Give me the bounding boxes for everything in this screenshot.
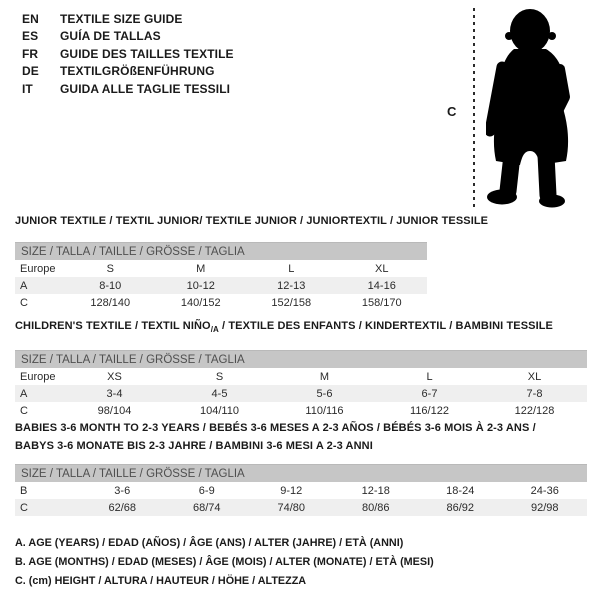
table-row — [15, 260, 427, 277]
language-code: FR — [22, 46, 39, 61]
table-cell: 68/74 — [192, 501, 221, 514]
table-cell: 158/170 — [361, 296, 402, 309]
language-row-es — [22, 28, 234, 45]
table-cell: 10-12 — [186, 279, 215, 292]
language-code: ES — [22, 29, 39, 44]
table-cell: 116/122 — [410, 404, 449, 417]
table-cell: 128/140 — [90, 296, 131, 309]
table-cell: 62/68 — [108, 501, 137, 514]
section-title: JUNIOR TEXTILE / TEXTIL JUNIOR/ TEXTILE JUNIOR / JUNIORTEXTIL / JUNIOR TESSILE — [15, 215, 489, 227]
junior-textile-section — [15, 214, 488, 311]
section-title-line2: BABYS 3-6 MONATE BIS 2-3 JAHRE / BAMBINI 3-6 MESI A 2-3 ANNI — [15, 440, 373, 453]
language-code: IT — [22, 81, 33, 96]
table-cell: XL — [527, 370, 542, 383]
section-title: CHILDREN'S TEXTILE / TEXTIL $NIÑO_{/A}$ / TEXTILE DES ENFANTS / KINDERTEXTIL / BAMBINI TESSILE — [15, 320, 553, 335]
table-cell: 18-24 — [446, 484, 475, 497]
section-title: BABIES 3-6 MONTH TO 2-3 YEARS / BEBÉS 3-6 MESES A 2-3 AÑOS / BÉBÉS 3-6 MOIS À 2-3 ANS / — [15, 422, 536, 434]
size-header-bar: SIZE / TALLA / TAILLE / GRÖSSE / TAGLIA — [15, 350, 587, 368]
table-cell: 122/128 — [514, 404, 555, 417]
table-cell: 3-6 — [114, 484, 131, 497]
language-code: EN — [22, 12, 39, 26]
table-cell: 110/116 — [305, 404, 344, 417]
row-label: C — [20, 404, 28, 417]
table-cell: 14-16 — [367, 279, 396, 292]
size-header-bar: SIZE / TALLA / TAILLE / GRÖSSE / TAGLIA — [15, 242, 427, 260]
row-label: Europe — [20, 262, 56, 275]
table-row — [15, 277, 427, 294]
height-dotted-line — [473, 8, 475, 208]
table-cell: M — [319, 370, 330, 383]
junior-table — [15, 260, 488, 311]
table-cell: M — [196, 262, 206, 275]
language-code: DE — [22, 64, 39, 79]
table-cell: 6-7 — [421, 387, 438, 400]
row-label: C — [20, 501, 28, 514]
row-label: B — [20, 484, 28, 497]
language-row-en — [22, 11, 234, 28]
table-cell: 74/80 — [277, 501, 306, 514]
table-cell: 5-6 — [316, 387, 333, 400]
language-row-it — [22, 81, 234, 98]
babies-table — [15, 482, 587, 516]
table-row — [15, 294, 427, 311]
language-title: TEXTILGRÖßENFÜHRUNG — [60, 64, 215, 79]
babies-textile-section — [15, 421, 587, 516]
height-measure-label: C — [447, 104, 457, 119]
table-cell: 152/158 — [271, 296, 312, 309]
table-cell: L — [426, 370, 433, 383]
table-cell: 8-10 — [99, 279, 122, 292]
footnote-legend — [15, 534, 434, 592]
children-table — [15, 368, 587, 419]
language-row-de — [22, 63, 234, 80]
row-label: Europe — [20, 370, 56, 383]
language-title-list — [22, 11, 234, 98]
table-cell: 86/92 — [446, 501, 475, 514]
table-cell: 3-4 — [106, 387, 123, 400]
size-header-bar: SIZE / TALLA / TAILLE / GRÖSSE / TAGLIA — [15, 464, 587, 482]
table-cell: 98/104 — [97, 404, 132, 417]
table-cell: XL — [375, 262, 389, 275]
table-cell: 140/152 — [180, 296, 221, 309]
table-cell: 9-12 — [280, 484, 303, 497]
language-title: GUIDA ALLE TAGLIE TESSILI — [60, 81, 231, 96]
table-cell: S — [106, 262, 114, 275]
table-cell: XS — [107, 370, 122, 383]
baby-silhouette-icon — [486, 5, 576, 208]
table-cell: 80/86 — [361, 501, 390, 514]
table-cell: 104/110 — [200, 404, 239, 417]
footnote-c: C. (cm) HEIGHT / ALTURA / HAUTEUR / HÖHE / ALTEZZA — [15, 575, 307, 588]
table-row — [15, 385, 587, 402]
table-row — [15, 368, 587, 385]
table-cell: 6-9 — [198, 484, 215, 497]
language-title: TEXTILE SIZE GUIDE — [60, 12, 183, 26]
table-cell: 24-36 — [530, 484, 559, 497]
language-row-fr — [22, 46, 234, 63]
children-textile-section — [15, 319, 587, 419]
table-cell: L — [288, 262, 295, 275]
footnote-b: B. AGE (MONTHS) / EDAD (MESES) / ÂGE (MOIS) / ALTER (MONATE) / ETÀ (MESI) — [15, 556, 434, 569]
table-cell: S — [215, 370, 224, 383]
row-label: C — [20, 296, 28, 309]
footnote-a: A. AGE (YEARS) / EDAD (AÑOS) / ÂGE (ANS) / ALTER (JAHRE) / ETÀ (ANNI) — [15, 537, 404, 549]
table-cell: 7-8 — [526, 387, 543, 400]
language-title: GUÍA DE TALLAS — [60, 29, 161, 44]
language-title: GUIDE DES TAILLES TEXTILE — [60, 46, 234, 61]
table-cell: 4-5 — [211, 387, 228, 400]
table-cell: 92/98 — [530, 501, 559, 514]
row-label: A — [20, 279, 28, 292]
row-label: A — [20, 387, 28, 400]
table-cell: 12-13 — [277, 279, 306, 292]
table-row — [15, 402, 587, 419]
table-row — [15, 499, 587, 516]
table-cell: 12-18 — [361, 484, 390, 497]
table-row — [15, 482, 587, 499]
